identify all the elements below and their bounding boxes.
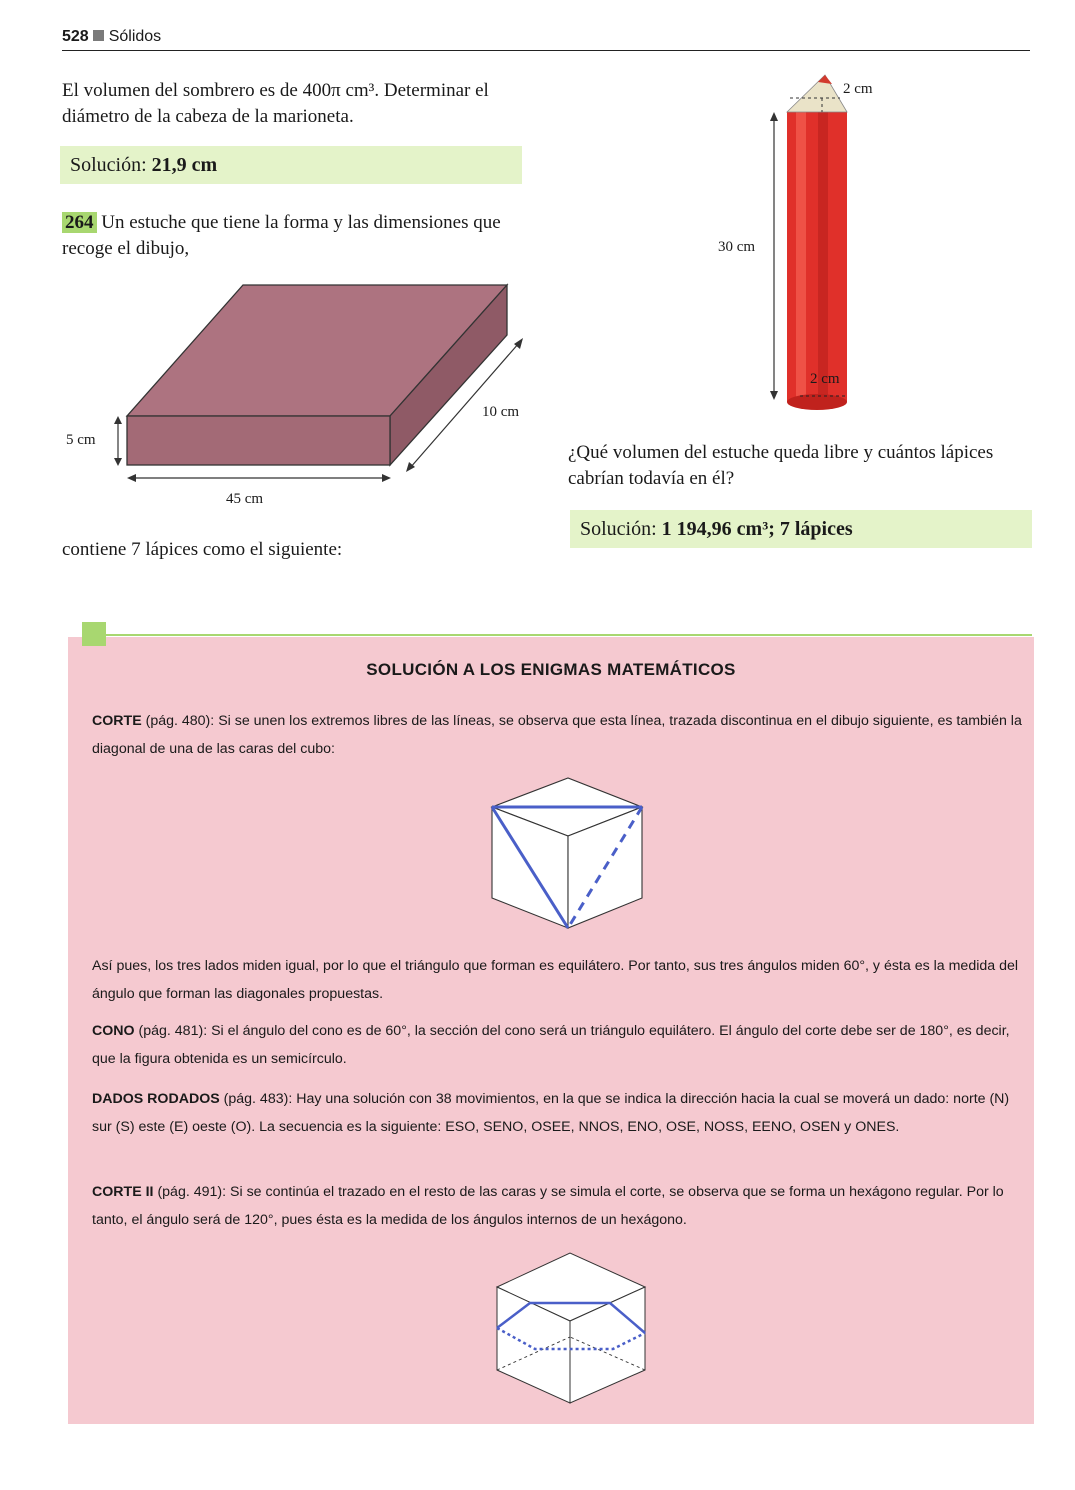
corte-text: Si se unen los extremos libres de las líneas, se observa que esta línea, trazada discontinua en el dibujo siguiente, es también la diagonal de una de las caras del cubo: (92, 713, 1022, 757)
corte2-text: Si se continúa el trazado en el resto de las caras y se simula el corte, se observa que se forma un hexágono regular. Por lo tanto, el ángulo será de 120°, pues ésta es la medida de los ángulos internos de un hexágono. (92, 1184, 1004, 1228)
enigmas-title: SOLUCIÓN A LOS ENIGMAS MATEMÁTICOS (366, 660, 736, 679)
solution-label: Solución: (580, 518, 657, 540)
pencil-tip (787, 75, 847, 112)
corte2-heading: CORTE II (92, 1184, 154, 1200)
pencils-text: contiene 7 lápices como el siguiente: (62, 539, 343, 560)
enigma-corte2 (92, 1178, 1022, 1234)
pencil-diagram (760, 70, 870, 415)
hexagon-cube-diagram (485, 1245, 660, 1410)
dados-heading: DADOS RODADOS (92, 1091, 220, 1107)
cono-heading: CONO (92, 1023, 135, 1039)
problem-number: 264 (62, 212, 97, 233)
box-front-face (127, 416, 390, 465)
pencil-tip-label: 2 cm (843, 81, 873, 97)
corte-conclusion: Así pues, los tres lados miden igual, por lo que el triángulo que forman es equilátero. Por tanto, sus tres ángulos miden 60°, y ésta es la medida del ángulo que forman las diagonales propuestas. (92, 958, 1019, 1002)
solution-label: Solución: (70, 154, 147, 176)
intro-text: El volumen del sombrero es de 400π cm³. Determinar el diámetro de la cabeza de la marioneta. (62, 80, 489, 127)
problem-text: Un estuche que tiene la forma y las dimensiones que recoge el dibujo, (62, 212, 501, 259)
page-header (62, 28, 1030, 51)
corte-ref: (pág. 480): (145, 713, 215, 729)
dados-text: Hay una solución con 38 movimientos, en la que se indica la dirección hacia la cual se moverá un dado: norte (N) sur (S) este (E) oeste (O). La secuencia es la siguiente: ESO, SENO, OSEE, NNOS, ENO, OSE, NOSS, EENO, OSEN y ONES. (92, 1091, 1010, 1135)
pencil-base-label: 2 cm (810, 371, 840, 387)
problem-264 (62, 210, 524, 262)
dados-ref: (pág. 483): (223, 1091, 293, 1107)
box-length-label: 45 cm (226, 491, 264, 507)
question-text: ¿Qué volumen del estuche queda libre y cuántos lápices cabrían todavía en él? (568, 442, 994, 489)
pencil-length-label: 30 cm (718, 239, 756, 255)
header-square-icon (93, 30, 104, 41)
solution-box-1 (60, 146, 522, 184)
solution-value: 21,9 cm (151, 154, 218, 176)
corte2-ref: (pág. 491): (157, 1184, 227, 1200)
enigma-cono (92, 1017, 1022, 1073)
cono-text: Si el ángulo del cono es de 60°, la sección del cono será un triángulo equilátero. El ángulo del corte debe ser de 180°, es decir, que la figura obtenida es un semicírculo. (92, 1023, 1010, 1067)
cono-ref: (pág. 481): (138, 1023, 208, 1039)
page-number: 528 (62, 28, 89, 45)
box-depth-label: 10 cm (482, 404, 520, 420)
corte-heading: CORTE (92, 713, 142, 729)
panel-green-square (82, 622, 106, 646)
box-height-label: 5 cm (66, 432, 96, 448)
enigma-dados (92, 1085, 1022, 1141)
case-box-diagram (60, 270, 540, 520)
enigma-corte (92, 707, 1022, 763)
cube-diagram (480, 770, 660, 940)
solution-box-2 (570, 510, 1032, 548)
solution-value: 1 194,96 cm³; 7 lápices (661, 518, 853, 540)
panel-top-line (82, 634, 1032, 636)
section-title: Sólidos (108, 28, 162, 45)
